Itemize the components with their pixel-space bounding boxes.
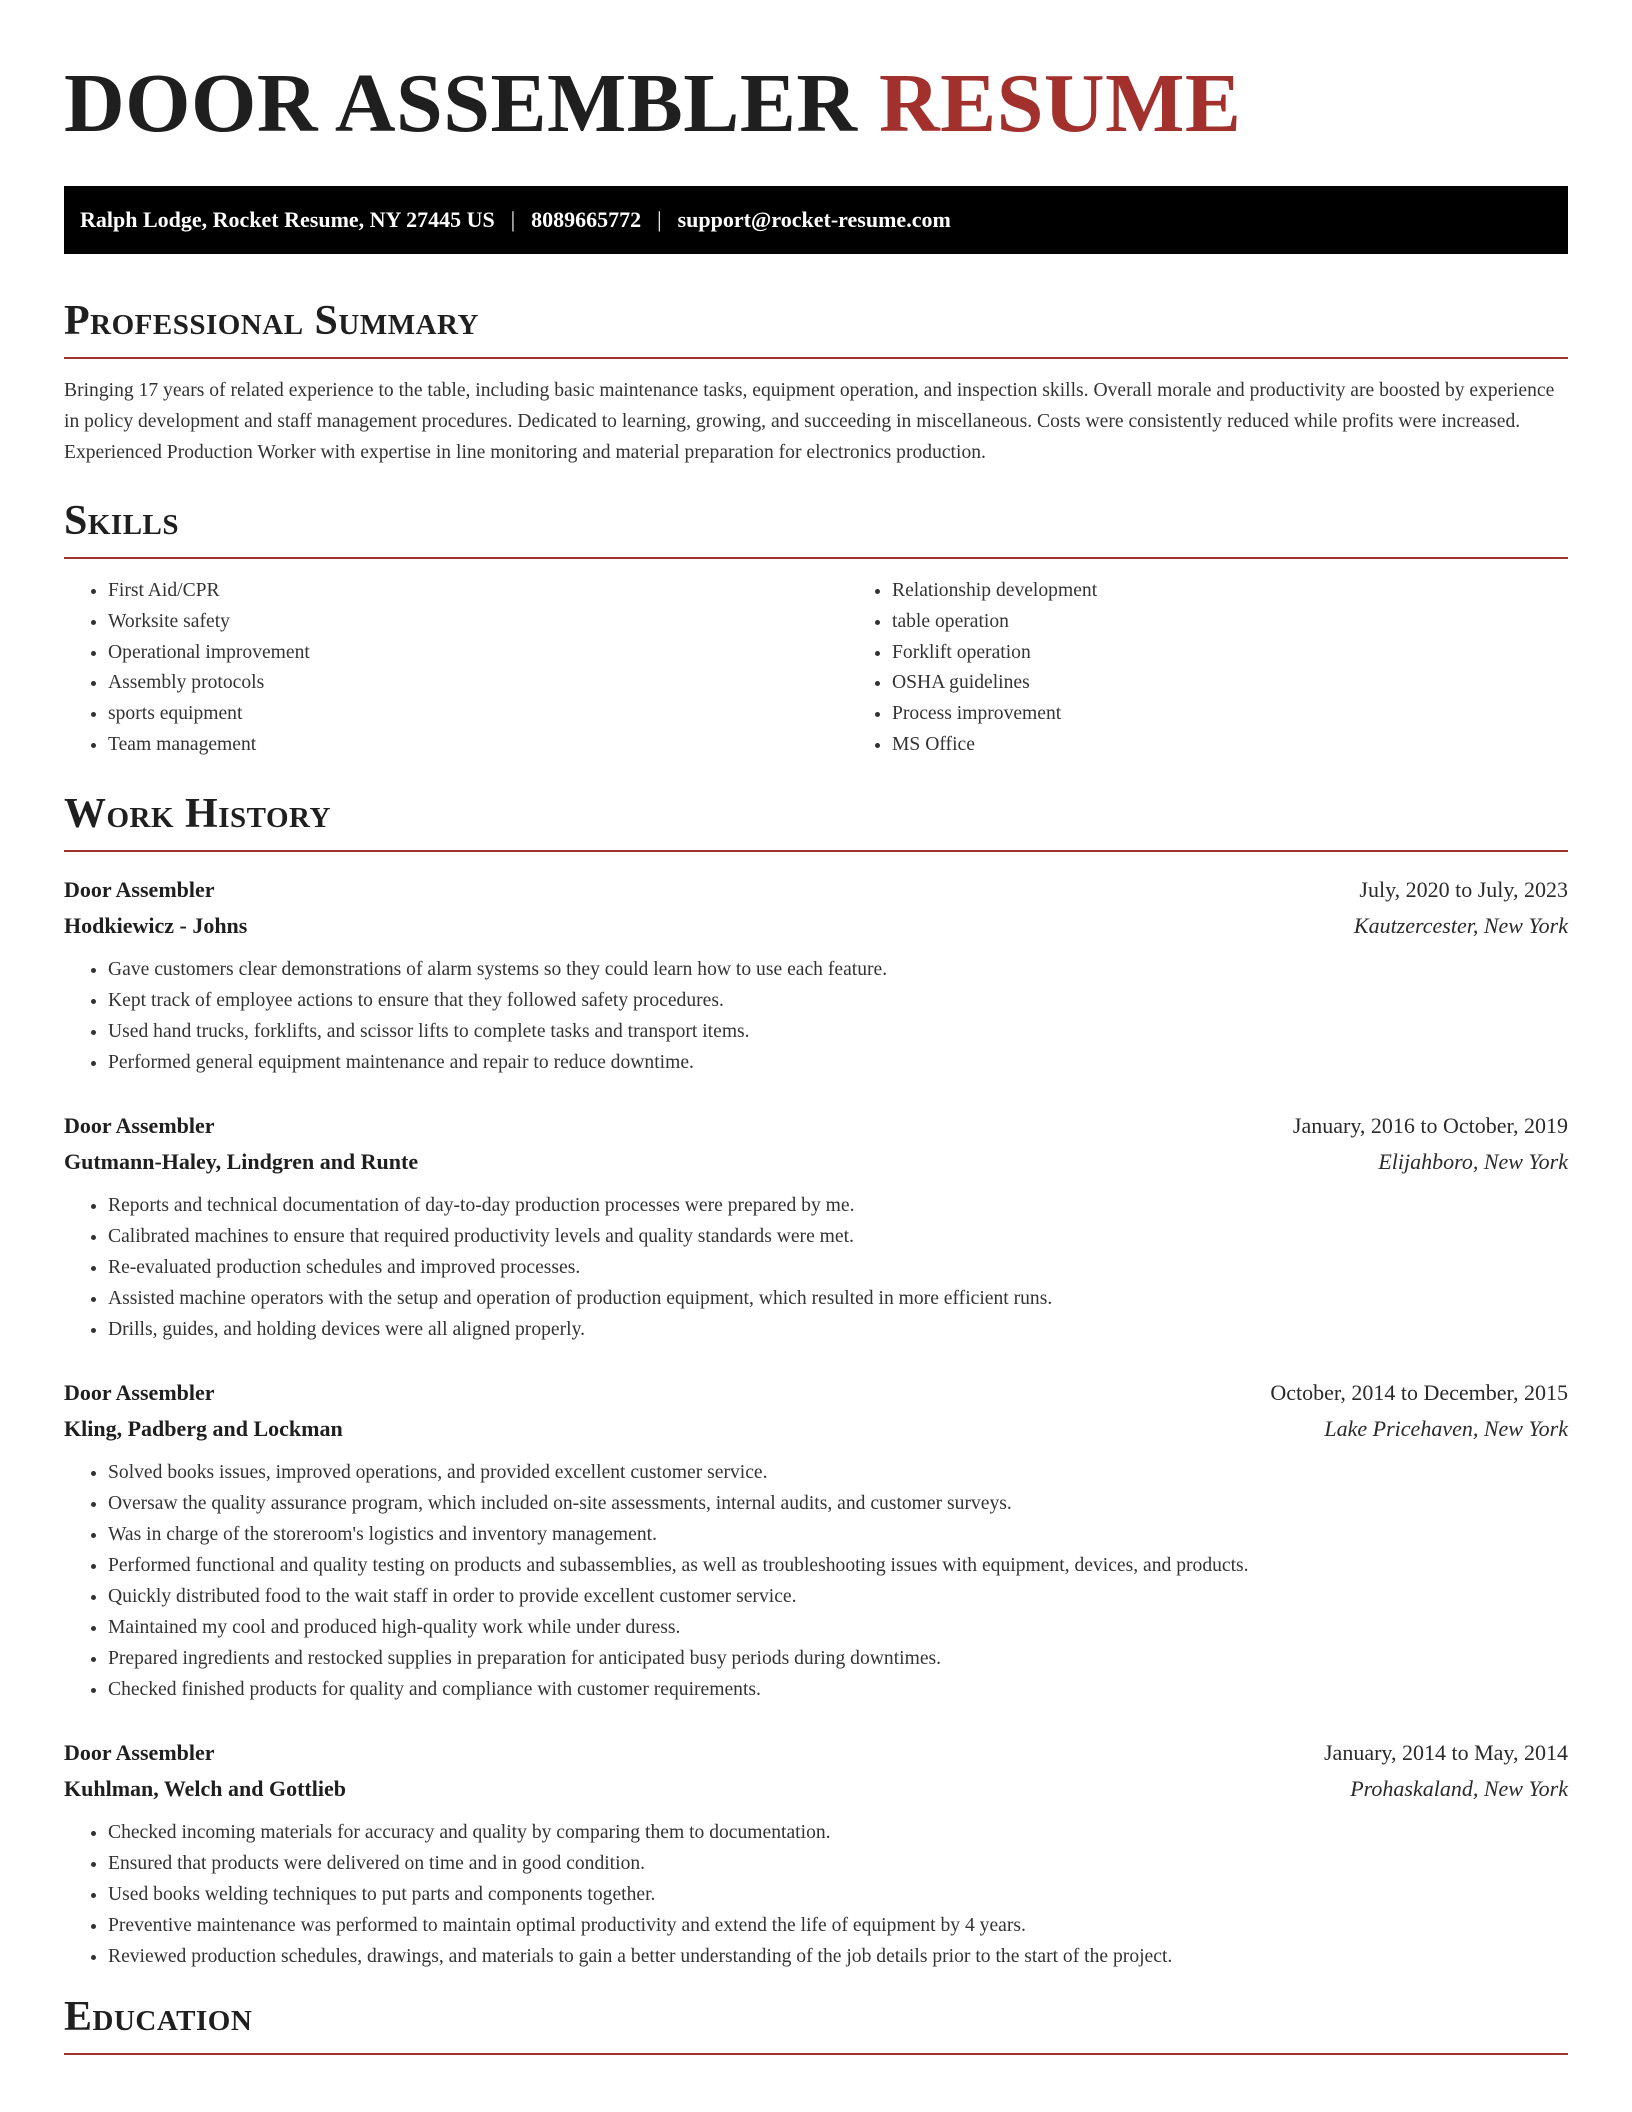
job-location: Prohaskaland, New York	[1350, 1775, 1568, 1801]
job-bullet: • Prepared ingredients and restocked supplies in preparation for anticipated busy periods during downtimes.	[108, 1643, 1568, 1674]
skill-item: • First Aid/CPR	[108, 576, 848, 607]
job-entry	[64, 1375, 1568, 1705]
job-dates: January, 2014 to May, 2014	[1324, 1739, 1568, 1765]
job-company-row	[64, 1411, 1568, 1447]
job-company: Kuhlman, Welch and Gottlieb	[64, 1775, 346, 1801]
contact-bar	[64, 186, 1568, 254]
title-main: DOOR ASSEMBLER	[64, 57, 858, 150]
job-title: Door Assembler	[64, 1112, 215, 1138]
job-location: Lake Pricehaven, New York	[1324, 1415, 1568, 1441]
job-entry	[64, 1735, 1568, 1972]
section-heading: Professional Summary	[64, 298, 479, 344]
job-bullets	[64, 1817, 1568, 1972]
job-bullet: • Re-evaluated production schedules and improved processes.	[108, 1252, 1568, 1283]
job-dates: July, 2020 to July, 2023	[1359, 876, 1568, 902]
section-heading: Skills	[64, 498, 180, 544]
skills-section	[64, 498, 1568, 761]
contact-phone: 8089665772	[531, 207, 642, 232]
job-bullet: • Kept track of employee actions to ensure that they followed safety procedures.	[108, 985, 1568, 1016]
job-bullet: • Quickly distributed food to the wait staff in order to provide excellent customer service.	[108, 1581, 1568, 1612]
job-bullet: • Solved books issues, improved operations, and provided excellent customer service.	[108, 1457, 1568, 1488]
job-bullet: • Performed functional and quality testing on products and subassemblies, as well as troubleshooting issues with equipment, devices, and products.	[108, 1550, 1568, 1581]
job-location: Kautzercester, New York	[1353, 912, 1568, 938]
section-divider	[64, 850, 1568, 852]
job-bullet: • Used hand trucks, forklifts, and scissor lifts to complete tasks and transport items.	[108, 1016, 1568, 1047]
job-bullet: • Performed general equipment maintenance and repair to reduce downtime.	[108, 1047, 1568, 1078]
skill-item: • Forklift operation	[892, 638, 1632, 669]
job-title: Door Assembler	[64, 1379, 215, 1405]
job-bullets	[64, 1190, 1568, 1345]
resume-title	[64, 0, 1568, 150]
skills-list-left	[64, 576, 848, 761]
job-dates: January, 2016 to October, 2019	[1292, 1112, 1568, 1138]
skill-item: • Operational improvement	[108, 638, 848, 669]
contact-separator: |	[657, 207, 662, 232]
contact-email: support@rocket-resume.com	[677, 207, 951, 232]
skill-item: • Assembly protocols	[108, 668, 848, 699]
job-bullet: • Ensured that products were delivered on time and in good condition.	[108, 1848, 1568, 1879]
job-bullet: • Calibrated machines to ensure that required productivity levels and quality standards were met.	[108, 1221, 1568, 1252]
job-company: Hodkiewicz - Johns	[64, 912, 248, 938]
job-bullet: • Checked finished products for quality and compliance with customer requirements.	[108, 1674, 1568, 1705]
job-bullets	[64, 954, 1568, 1078]
job-header-row	[64, 1735, 1568, 1771]
job-bullet: • Gave customers clear demonstrations of alarm systems so they could learn how to use each feature.	[108, 954, 1568, 985]
summary-text: Bringing 17 years of related experience to the table, including basic maintenance tasks, equipment operation, and inspection skills. Overall morale and productivity are boosted by experience in policy development and staff management procedures. Dedicated to learning, growing, and succeeding in miscellaneous. Costs were consistently reduced while profits were increased. Experienced Production Worker with expertise in line monitoring and material preparation for electronics production.	[64, 380, 1555, 463]
section-divider	[64, 557, 1568, 559]
job-title: Door Assembler	[64, 876, 215, 902]
contact-separator: |	[510, 207, 516, 232]
job-bullet: • Reviewed production schedules, drawings, and materials to gain a better understanding of the job details prior to the start of the project.	[108, 1941, 1568, 1972]
skill-item: • table operation	[892, 607, 1632, 638]
job-company: Gutmann-Haley, Lindgren and Runte	[64, 1148, 419, 1174]
skill-item: • Process improvement	[892, 699, 1632, 730]
job-company-row	[64, 1144, 1568, 1180]
skill-item: • sports equipment	[108, 699, 848, 730]
section-divider	[64, 2053, 1568, 2055]
job-header-row	[64, 872, 1568, 908]
contact-address: Ralph Lodge, Rocket Resume, NY 27445 US	[80, 207, 495, 232]
job-bullet: • Maintained my cool and produced high-quality work while under duress.	[108, 1612, 1568, 1643]
section-heading: Education	[64, 1993, 253, 2040]
section-heading: Work History	[64, 790, 331, 837]
skill-item: • MS Office	[892, 730, 1632, 761]
job-bullets	[64, 1457, 1568, 1705]
job-location: Elijahboro, New York	[1378, 1148, 1568, 1174]
skills-list-right	[848, 576, 1632, 761]
professional-summary-section	[64, 298, 1568, 468]
job-bullet: • Reports and technical documentation of day-to-day production processes were prepared by me.	[108, 1190, 1568, 1221]
job-bullet: • Checked incoming materials for accuracy and quality by comparing them to documentation.	[108, 1817, 1568, 1848]
skill-item: • Team management	[108, 730, 848, 761]
skills-grid	[64, 576, 1568, 761]
education-section	[64, 1994, 1568, 2055]
skill-item: • Relationship development	[892, 576, 1632, 607]
job-bullet: • Used books welding techniques to put parts and components together.	[108, 1879, 1568, 1910]
job-company: Kling, Padberg and Lockman	[64, 1415, 343, 1441]
job-header-row	[64, 1375, 1568, 1411]
job-company-row	[64, 1771, 1568, 1807]
job-entry	[64, 1108, 1568, 1345]
job-entry	[64, 872, 1568, 1078]
job-bullet: • Oversaw the quality assurance program, which included on-site assessments, internal audits, and customer surveys.	[108, 1488, 1568, 1519]
job-bullet: • Assisted machine operators with the setup and operation of production equipment, which resulted in more efficient runs.	[108, 1283, 1568, 1314]
title-accent: RESUME	[879, 57, 1242, 150]
job-bullet: • Drills, guides, and holding devices were all aligned properly.	[108, 1314, 1568, 1345]
job-title: Door Assembler	[64, 1739, 215, 1765]
job-bullet: • Preventive maintenance was performed to maintain optimal productivity and extend the life of equipment by 4 years.	[108, 1910, 1568, 1941]
job-company-row	[64, 908, 1568, 944]
job-header-row	[64, 1108, 1568, 1144]
job-bullet: • Was in charge of the storeroom's logistics and inventory management.	[108, 1519, 1568, 1550]
skill-item: • Worksite safety	[108, 607, 848, 638]
section-divider	[64, 357, 1568, 359]
work-history-section	[64, 791, 1568, 1972]
job-dates: October, 2014 to December, 2015	[1270, 1379, 1568, 1405]
skill-item: • OSHA guidelines	[892, 668, 1632, 699]
